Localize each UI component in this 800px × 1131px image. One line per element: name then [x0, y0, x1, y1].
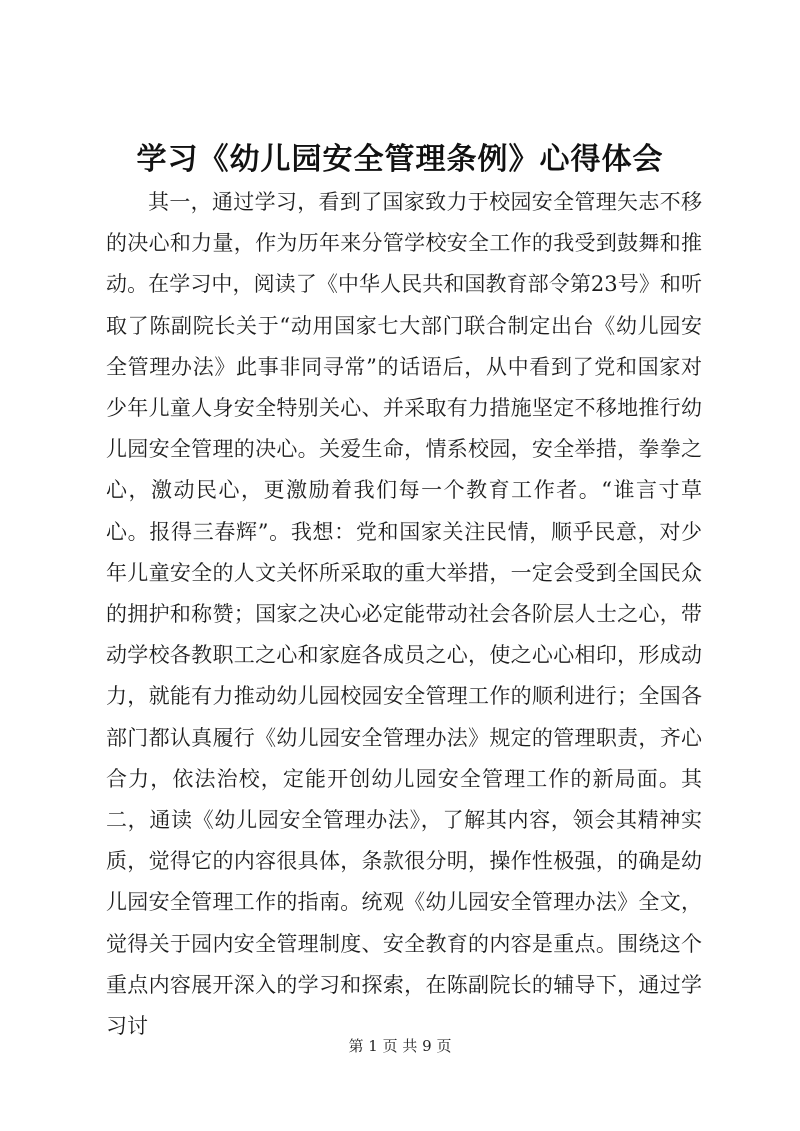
- body-paragraph: 其一，通过学习，看到了国家致力于校园安全管理矢志不移的决心和力量，作为历年来分管学校安全工作的我受到鼓舞和推动。在学习中，阅读了《中华人民共和国教育部令第23号》和听取了陈副院长关于“动用国家七大部门联合制定出台《幼儿园安全管理办法》此事非同寻常”的话语后，从中看到了党和国家对少年儿童人身安全特别关心、并采取有力措施坚定不移地推行幼儿园安全管理的决心。关爱生命，情系校园，安全举措，拳拳之心，激动民心，更激励着我们每一个教育工作者。“谁言寸草心。报得三春辉”。我想：党和国家关注民情，顺乎民意，对少年儿童安全的人文关怀所采取的重大举措，一定会受到全国民众的拥护和称赞；国家之决心必定能带动社会各阶层人士之心，带动学校各教职工之心和家庭各成员之心，使之心心相印，形成动力，就能有力推动幼儿园校园安全管理工作的顺利进行；全国各部门都认真履行《幼儿园安全管理办法》规定的管理职责，齐心合力，依法治校，定能开创幼儿园安全管理工作的新局面。其二，通读《幼儿园安全管理办法》，了解其内容，领会其精神实质，觉得它的内容很具体，条款很分明，操作性极强，的确是幼儿园安全管理工作的指南。统观《幼儿园安全管理办法》全文，觉得关于园内安全管理制度、安全教育的内容是重点。围绕这个重点内容展开深入的学习和探索，在陈副院长的辅导下，通过学习讨: [106, 190, 702, 1039]
- document-title: 学习《幼儿园安全管理条例》心得体会: [136, 142, 664, 177]
- page-footer: 第 1 页 共 9 页: [348, 1037, 452, 1055]
